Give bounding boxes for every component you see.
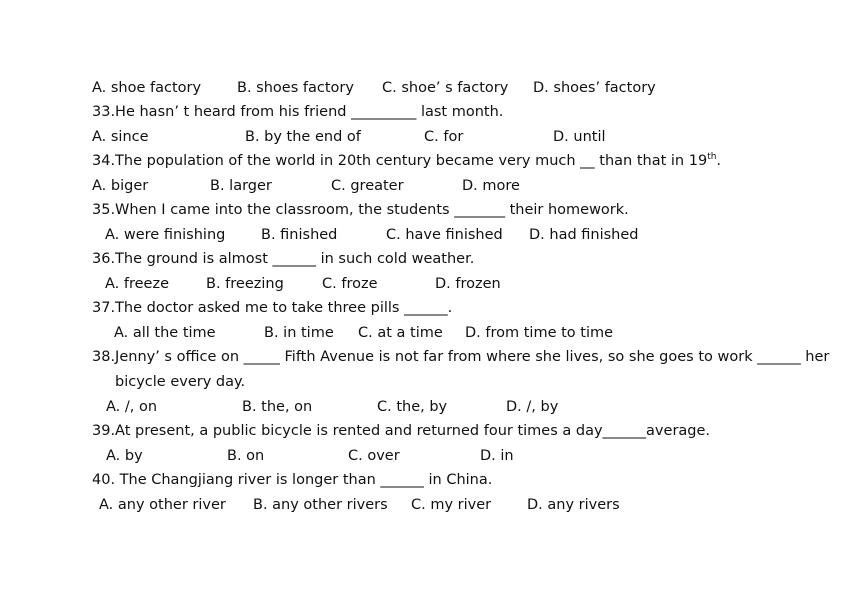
q34-option-b: B. larger — [210, 178, 272, 194]
q38-stem: 38.Jenny’ s office on _____ Fifth Avenue is not far from where she lives, so she goes to work ______ her — [92, 349, 830, 365]
q39-option-b: B. on — [227, 448, 265, 464]
q37-option-c: C. at a time — [358, 325, 443, 341]
q40-option-b: B. any other rivers — [253, 497, 388, 513]
q33-option-b: B. by the end of — [245, 129, 361, 145]
q36-option-d: D. frozen — [435, 276, 501, 292]
q35-option-c: C. have finished — [386, 227, 503, 243]
q39-option-d: D. in — [480, 448, 514, 464]
q33-option-d: D. until — [553, 129, 606, 145]
q36-option-b: B. freezing — [206, 276, 284, 292]
q32-option-a: A. shoe factory — [92, 80, 202, 96]
q40-option-c: C. my river — [411, 497, 492, 513]
q39-stem: 39.At present, a public bicycle is rented and returned four times a day______average. — [92, 423, 711, 439]
q38-stem-continued: bicycle every day. — [115, 374, 246, 390]
q38-option-a: A. /, on — [106, 399, 158, 415]
q33-stem: 33.He hasn’ t heard from his friend _________ last month. — [92, 104, 504, 120]
q40-option-d: D. any rivers — [527, 497, 620, 513]
q40-stem: 40. The Changjiang river is longer than ______ in China. — [92, 472, 493, 488]
q36-stem: 36.The ground is almost ______ in such cold weather. — [92, 251, 475, 267]
q32-option-b: B. shoes factory — [237, 80, 354, 96]
q38-option-c: C. the, by — [377, 399, 448, 415]
q35-option-d: D. had finished — [529, 227, 639, 243]
q36-option-a: A. freeze — [105, 276, 170, 292]
q32-option-d: D. shoes’ factory — [533, 80, 656, 96]
q37-stem: 37.The doctor asked me to take three pills ______. — [92, 300, 453, 316]
q40-option-a: A. any other river — [99, 497, 226, 513]
q34-superscript: th — [707, 152, 717, 163]
q37-option-d: D. from time to time — [465, 325, 614, 341]
q39-option-a: A. by — [106, 448, 143, 464]
q35-stem: 35.When I came into the classroom, the students _______ their homework. — [92, 202, 629, 218]
q34-option-a: A. biger — [92, 178, 149, 194]
q34-option-d: D. more — [462, 178, 520, 194]
q38-option-d: D. /, by — [506, 399, 559, 415]
q39-option-c: C. over — [348, 448, 400, 464]
q35-option-a: A. were finishing — [105, 227, 226, 243]
q37-option-a: A. all the time — [114, 325, 216, 341]
q32-option-c: C. shoe’ s factory — [382, 80, 509, 96]
q34-option-c: C. greater — [331, 178, 404, 194]
q35-option-b: B. finished — [261, 227, 338, 243]
q34-stem-end: . — [716, 153, 722, 169]
q33-option-c: C. for — [424, 129, 464, 145]
q33-option-a: A. since — [92, 129, 149, 145]
q37-option-b: B. in time — [264, 325, 334, 341]
q34-stem: 34.The population of the world in 20th century became very much __ than that in 19 — [92, 153, 708, 169]
q38-option-b: B. the, on — [242, 399, 313, 415]
q34-stem-line — [92, 151, 721, 171]
q36-option-c: C. froze — [322, 276, 378, 292]
